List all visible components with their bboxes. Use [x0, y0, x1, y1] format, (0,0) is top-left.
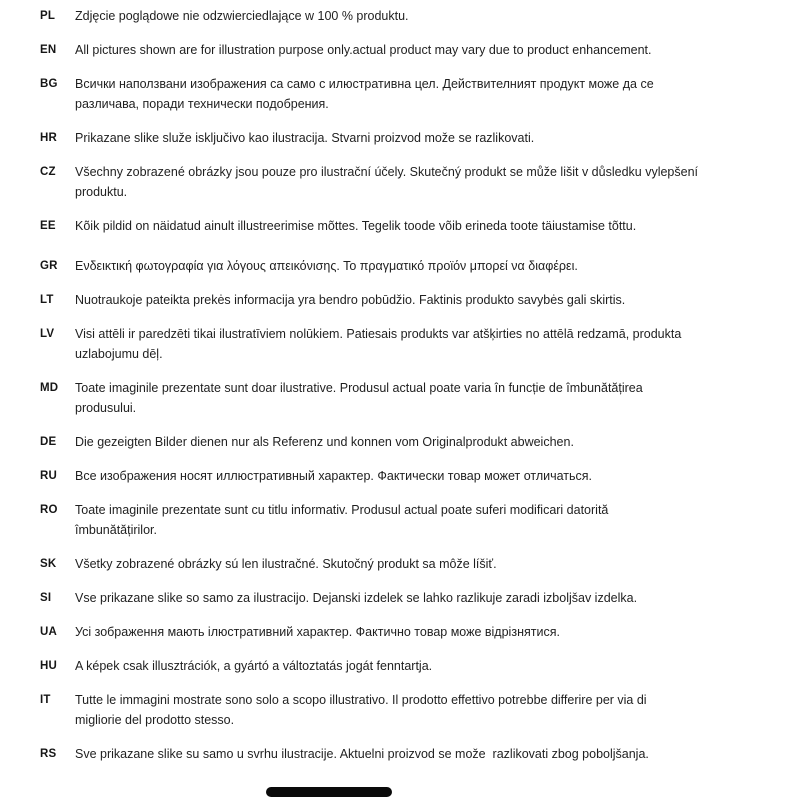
disclaimer-text	[75, 744, 760, 764]
disclaimer-row	[40, 554, 760, 574]
language-code: DE	[40, 436, 57, 448]
disclaimer-text	[75, 378, 760, 418]
disclaimer-line: Prikazane slike služe isključivo kao ilustracija. Stvarni proizvod može se razlikovati.	[75, 131, 535, 145]
language-code: MD	[40, 382, 59, 394]
disclaimer-line: различава, поради технически подобрения.	[75, 97, 329, 111]
language-code: EN	[40, 44, 57, 56]
disclaimer-text	[75, 622, 760, 642]
disclaimer-row	[40, 378, 760, 418]
disclaimer-row	[40, 6, 760, 26]
disclaimer-text	[75, 162, 760, 202]
disclaimer-line: uzlabojumu dēļ.	[75, 347, 163, 361]
disclaimer-text	[75, 432, 760, 452]
disclaimer-list	[40, 6, 760, 764]
disclaimer-line: Zdjęcie poglądowe nie odzwierciedlające w 100 % produktu.	[75, 9, 409, 23]
disclaimer-row	[40, 466, 760, 486]
disclaimer-row	[40, 324, 760, 364]
disclaimer-line: Все изображения носят иллюстративный характер. Фактически товар может отличаться.	[75, 469, 593, 483]
disclaimer-line: produktu.	[75, 185, 128, 199]
disclaimer-line: Všetky zobrazené obrázky sú len ilustračné. Skutočný produkt sa môže líšiť.	[75, 557, 497, 571]
disclaimer-row	[40, 74, 760, 114]
disclaimer-line: Sve prikazane slike su samo u svrhu ilustracije. Aktuelni proizvod se može razlikovati zbog poboljšanja.	[75, 747, 649, 761]
disclaimer-row	[40, 622, 760, 642]
disclaimer-line: All pictures shown are for illustration purpose only.actual product may vary due to product enhancement.	[75, 43, 652, 57]
disclaimer-line: Tutte le immagini mostrate sono solo a scopo illustrativo. Il prodotto effettivo potrebbe differire per via di	[75, 693, 647, 707]
language-code: IT	[40, 694, 51, 706]
disclaimer-line: produsului.	[75, 401, 137, 415]
disclaimer-line: migliorie del prodotto stesso.	[75, 713, 235, 727]
disclaimer-row	[40, 656, 760, 676]
language-code: CZ	[40, 166, 56, 178]
disclaimer-text	[75, 466, 760, 486]
language-code: RU	[40, 470, 58, 482]
disclaimer-line: Всички наползвани изображения са само с илюстративна цел. Действителният продукт може да се	[75, 77, 654, 91]
disclaimer-text	[75, 500, 760, 540]
language-code: LT	[40, 294, 54, 306]
disclaimer-row	[40, 290, 760, 310]
disclaimer-text	[75, 290, 760, 310]
disclaimer-line: Nuotraukoje pateikta prekės informacija yra bendro pobūdžio. Faktinis produkto savybės gali skirtis.	[75, 293, 626, 307]
disclaimer-line: A képek csak illusztrációk, a gyártó a változtatás jogát fenntartja.	[75, 659, 433, 673]
disclaimer-text	[75, 690, 760, 730]
language-code: GR	[40, 260, 58, 272]
disclaimer-line: Všechny zobrazené obrázky jsou pouze pro ilustrační účely. Skutečný produkt se může lišit v důsledku vylepšení	[75, 165, 699, 179]
disclaimer-text	[75, 74, 760, 114]
language-code: RO	[40, 504, 58, 516]
disclaimer-row	[40, 216, 760, 236]
language-code: HR	[40, 132, 58, 144]
disclaimer-text	[75, 656, 760, 676]
disclaimer-line: Усі зображення мають ілюстративний характер. Фактично товар може відрізнятися.	[75, 625, 560, 639]
disclaimer-line: Vse prikazane slike so samo za ilustracijo. Dejanski izdelek se lahko razlikuje zaradi izboljšav izdelka.	[75, 591, 638, 605]
home-indicator-bar[interactable]	[266, 787, 392, 797]
language-code: BG	[40, 78, 58, 90]
disclaimer-line: Kõik pildid on näidatud ainult illustreerimise mõttes. Tegelik toode võib erineda toote täiustamise tõttu.	[75, 219, 637, 233]
language-code: UA	[40, 626, 58, 638]
disclaimer-text	[75, 256, 760, 276]
language-code: RS	[40, 748, 57, 760]
disclaimer-row	[40, 588, 760, 608]
disclaimer-line: Visi attēli ir paredzēti tikai ilustratīviem nolūkiem. Patiesais produkts var atšķirties no attēlā redzamā, produkta	[75, 327, 682, 341]
disclaimer-row	[40, 256, 760, 276]
disclaimer-text	[75, 324, 760, 364]
disclaimer-row	[40, 432, 760, 452]
disclaimer-line: îmbunătățirilor.	[75, 523, 157, 537]
disclaimer-row	[40, 690, 760, 730]
disclaimer-text	[75, 6, 760, 26]
disclaimer-document	[40, 6, 760, 778]
disclaimer-line: Die gezeigten Bilder dienen nur als Referenz und konnen vom Originalprodukt abweichen.	[75, 435, 574, 449]
language-code: SI	[40, 592, 52, 604]
disclaimer-row	[40, 128, 760, 148]
disclaimer-text	[75, 554, 760, 574]
language-code: SK	[40, 558, 57, 570]
disclaimer-line: Ενδεικτική φωτογραφία για λόγους απεικόνισης. Το πραγματικό προϊόν μπορεί να διαφέρει.	[75, 259, 578, 273]
disclaimer-row	[40, 40, 760, 60]
disclaimer-text	[75, 588, 760, 608]
disclaimer-line: Toate imaginile prezentate sunt doar ilustrative. Produsul actual poate varia în funcție de îmbunătățirea	[75, 381, 643, 395]
disclaimer-line: Toate imaginile prezentate sunt cu titlu informativ. Produsul actual poate suferi modificari datorită	[75, 503, 609, 517]
disclaimer-row	[40, 162, 760, 202]
disclaimer-text	[75, 216, 760, 236]
language-code: PL	[40, 10, 56, 22]
language-code: LV	[40, 328, 55, 340]
disclaimer-row	[40, 744, 760, 764]
language-code: HU	[40, 660, 58, 672]
language-code: EE	[40, 220, 56, 232]
disclaimer-text	[75, 128, 760, 148]
disclaimer-row	[40, 500, 760, 540]
disclaimer-text	[75, 40, 760, 60]
